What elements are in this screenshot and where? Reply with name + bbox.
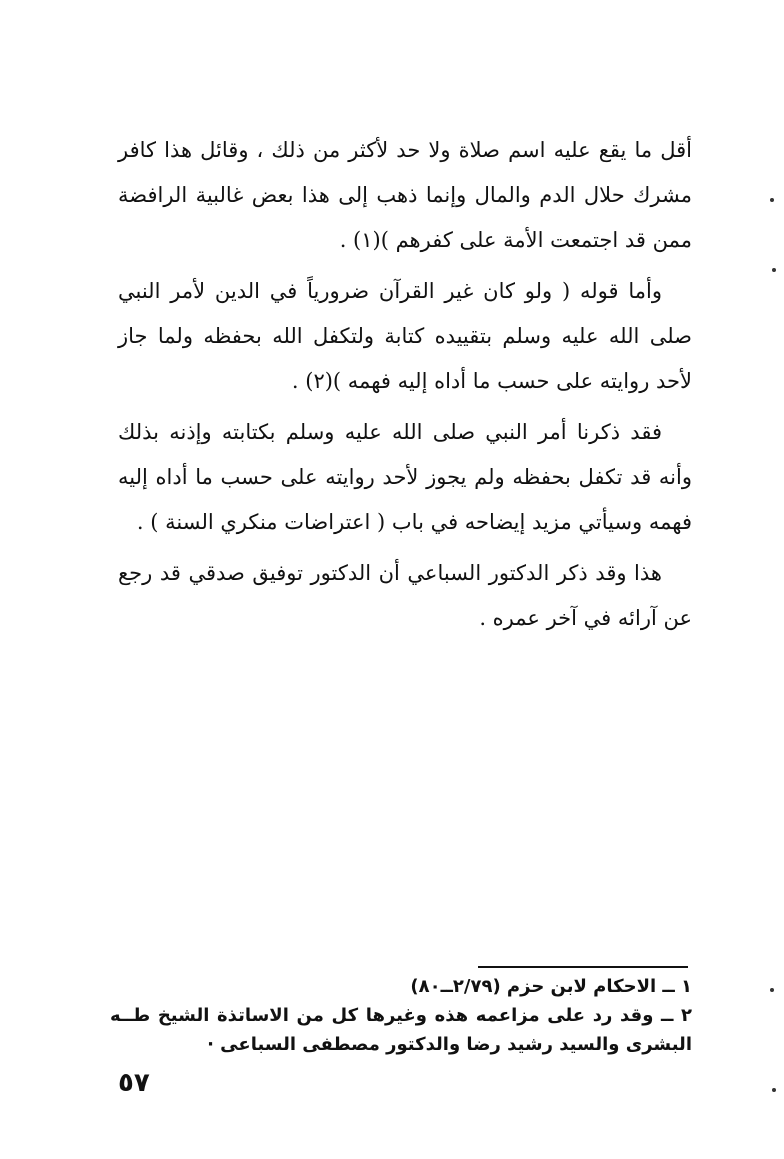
scan-speck [772,1088,776,1092]
paragraph-2: وأما قوله ( ولو كان غير القرآن ضرورياً في الدين لأمر النبي صلى الله عليه وسلم بتقييده كتابة ولتكفل الله بحفظه ولما جاز لأحد روايته على حسب ما أداه إليه فهمه )(٢) . [118,279,692,393]
paragraph-4: هذا وقد ذكر الدكتور السباعي أن الدكتور توفيق صدقي قد رجع عن آرائه في آخر عمره . [118,561,692,630]
scan-speck [770,988,774,992]
scan-speck [770,198,774,202]
footnote-separator [478,966,688,968]
footnote-2: ٢ ــ وقد رد على مزاعمه هذه وغيرها كل من الاساتذة الشيخ طــه البشرى والسيد رشيد رضا والدكتور مصطفى السباعى · [110,1005,692,1055]
main-text [118,128,692,641]
scan-speck [772,268,776,272]
paragraph-3: فقد ذكرنا أمر النبي صلى الله عليه وسلم بكتابته وإذنه بذلك وأنه قد تكفل بحفظه ولم يجوز لأحد روايته على حسب ما أداه إليه فهمه وسيأتي مزيد إيضاحه في باب ( اعتراضات منكري السنة ) . [118,420,692,534]
page-number: ٥٧ [118,1068,150,1098]
footnotes [110,972,692,1059]
paragraph-1: أقل ما يقع عليه اسم صلاة ولا حد لأكثر من ذلك ، وقائل هذا كافر مشرك حلال الدم والمال وإنما ذهب إلى هذا بعض غالبية الرافضة ممن قد اجتمعت الأمة على كفرهم )(١) . [118,138,692,252]
footnote-1: ١ ــ الاحكام لابن حزم (٢/٧٩ــ٨٠) [410,976,692,997]
